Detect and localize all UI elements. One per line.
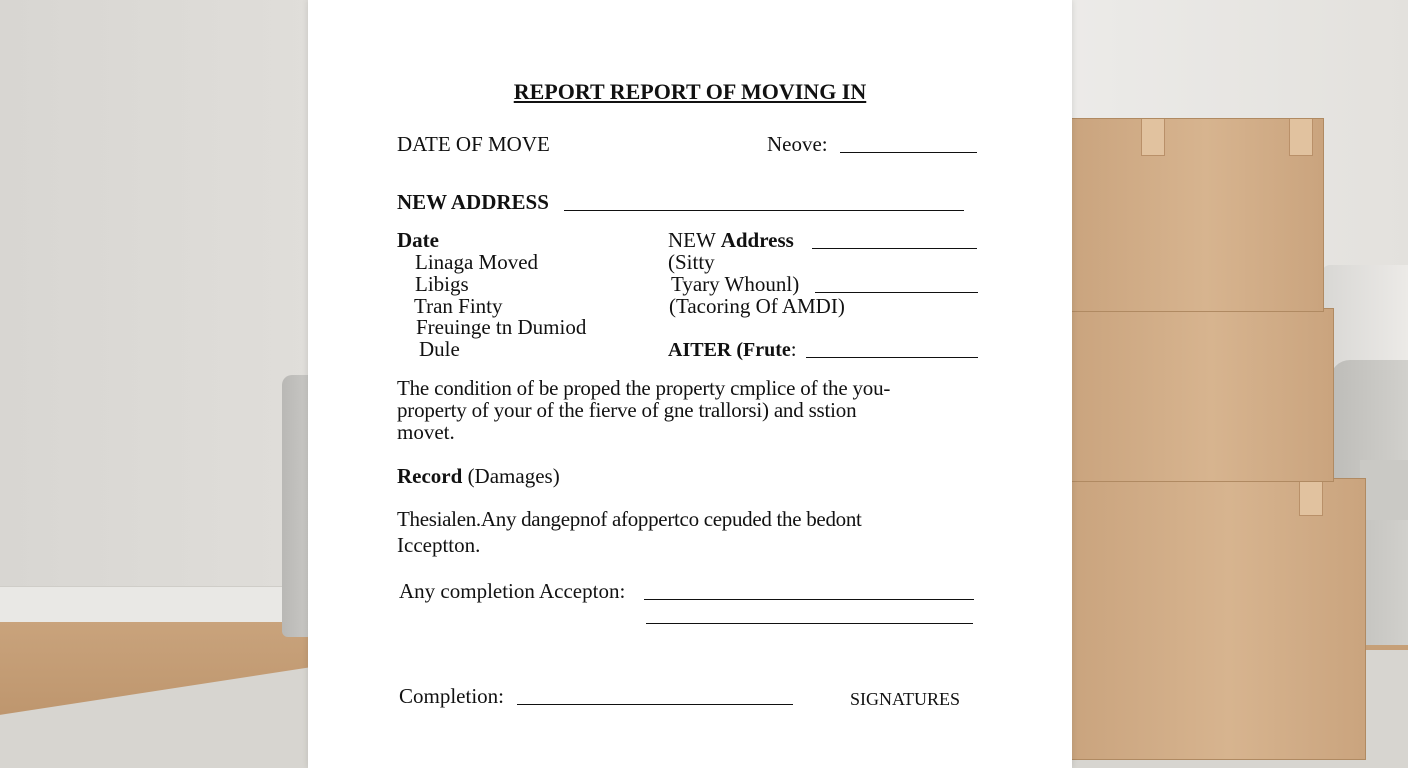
box-tape-seam [1141, 119, 1165, 156]
after-label-bold: AITER (Frute [668, 339, 791, 361]
acceptance-field-2[interactable] [646, 623, 973, 624]
cardboard-box-top [1062, 118, 1324, 312]
condition-paragraph-line-2: property of your of the fierve of gne trallorsi) and sstion [397, 398, 857, 422]
document-title: REPORT REPORT OF MOVING IN [513, 79, 867, 104]
left-item-4: Freuinge tn Dumiod [416, 315, 587, 339]
cardboard-box-middle [1062, 308, 1334, 482]
right-line-2: Tyary Whounl) [671, 272, 800, 296]
record-heading [397, 465, 560, 487]
left-item-1: Linaga Moved [415, 250, 539, 274]
acceptance-label: Any completion Accepton: [399, 579, 626, 603]
after-field[interactable] [806, 357, 978, 358]
right-line-1: (Sitty [668, 250, 715, 274]
after-label-colon: : [790, 337, 797, 361]
left-item-2: Libigs [415, 272, 469, 296]
left-item-5: Dule [419, 337, 460, 361]
sofa-seat [1360, 460, 1408, 520]
record-label: Record [397, 464, 463, 488]
right-line-3: (Tacoring Of AMDI) [669, 294, 845, 318]
signatures-label: SIGNATURES [850, 689, 961, 709]
date-heading: Date [397, 228, 439, 252]
new-address-heading-bold: Address [720, 228, 794, 252]
condition-paragraph-line-3: movet. [397, 420, 455, 444]
left-item-3: Tran Finty [414, 294, 503, 318]
new-address-heading-prefix: NEW [668, 228, 721, 252]
neove-label: Neove: [767, 132, 828, 156]
right-line-2-field[interactable] [815, 292, 978, 293]
box-tape-seam [1299, 479, 1323, 516]
completion-label: Completion: [399, 684, 504, 708]
moving-report-document [308, 0, 1072, 768]
new-address-field-2[interactable] [812, 248, 977, 249]
record-paren: (Damages) [467, 464, 560, 488]
acceptance-field[interactable] [644, 599, 974, 600]
box-tape-seam [1289, 119, 1313, 156]
new-address-heading [668, 229, 794, 251]
new-address-field[interactable] [564, 210, 964, 211]
date-of-move-label: DATE OF MOVE [397, 132, 550, 156]
neove-field[interactable] [840, 152, 977, 153]
completion-field[interactable] [517, 704, 793, 705]
damage-paragraph-line-2: Icceptton. [397, 533, 481, 557]
condition-paragraph-line-1: The condition of be proped the property cmplice of the you- [397, 376, 891, 400]
after-label [668, 338, 797, 361]
cardboard-box-bottom [1062, 478, 1366, 760]
new-address-label: NEW ADDRESS [397, 190, 549, 214]
baseboard [0, 586, 330, 625]
damage-paragraph-line-1: Thesialen.Any dangepnof afoppertco cepuded the bedont [397, 507, 862, 531]
